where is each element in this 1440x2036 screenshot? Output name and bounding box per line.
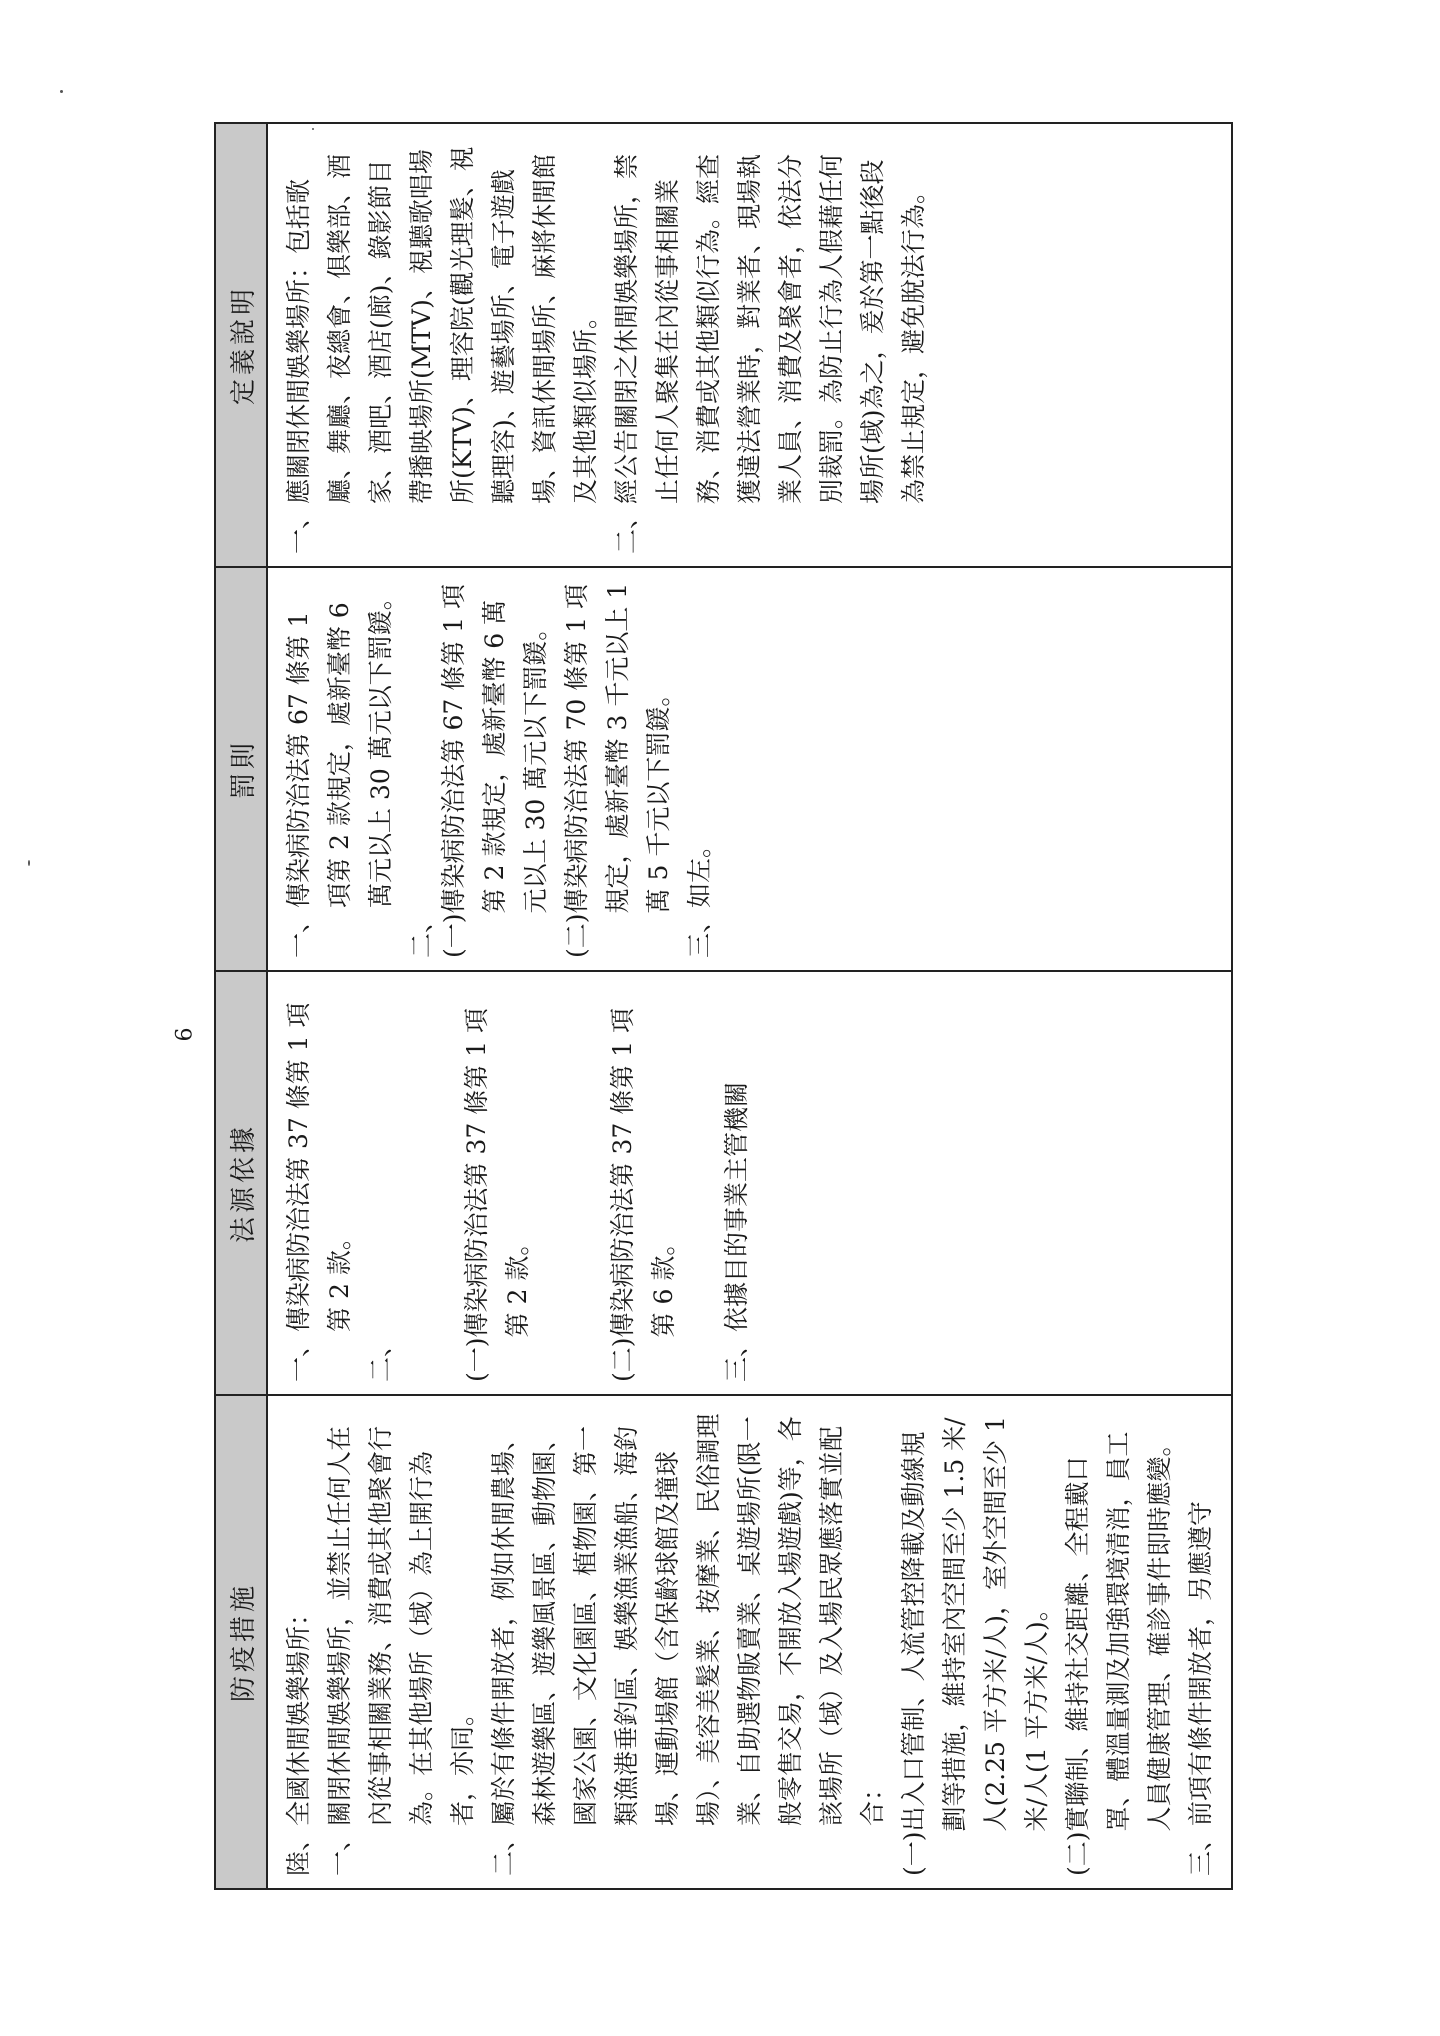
- scan-speck: [28, 860, 30, 866]
- item-text: 關閉休閒娛樂場所，並禁止任何人在內從事相關業務、消費或其他聚會行為。在其他場所（域）為上開行為者，亦同。: [325, 1425, 477, 1826]
- regulation-table: [214, 122, 1233, 1890]
- item-text: 前項有條件開放者，另應遵守: [1186, 1500, 1215, 1826]
- penalty-item: [278, 580, 401, 958]
- measures-cell: [267, 1395, 1232, 1889]
- measures-subitem: [893, 1408, 1057, 1876]
- body-row: [267, 123, 1232, 1889]
- subitem-marker: (一): [899, 1831, 928, 1876]
- legal-subitem: [456, 984, 538, 1382]
- subitem-marker: (一): [439, 913, 468, 958]
- subitem-marker: (一): [462, 1337, 491, 1382]
- item-marker: 二、: [366, 1331, 395, 1382]
- item-marker: 一、: [284, 1331, 313, 1382]
- item-marker: 一、: [284, 503, 313, 554]
- item-marker: 一、: [325, 1825, 354, 1876]
- item-marker: 二、: [407, 907, 436, 958]
- item-marker: 三、: [1186, 1825, 1215, 1876]
- spacer: [684, 984, 716, 1382]
- item-marker: 三、: [722, 1331, 751, 1382]
- item-marker: 二、: [612, 503, 641, 554]
- spacer: [538, 984, 602, 1382]
- scan-speck: [312, 128, 314, 130]
- header-measures: 防疫措施: [215, 1395, 267, 1889]
- penalty-subitem: [433, 580, 556, 958]
- header-penalty: 罰則: [215, 567, 267, 971]
- subitem-text: 實聯制、維持社交距離、全程戴口罩、體溫量測及加強環境清消，員工人員健康管理、確診事件即時應變。: [1063, 1431, 1174, 1832]
- legal-item: [716, 984, 757, 1382]
- subitem-text: 出入口管制、人流管控降載及動線規劃等措施，維持室內空間至少 1.5 米/人(2.25 平方米/人)，室外空間至少 1 米/人(1 平方米/人)。: [899, 1416, 1051, 1832]
- notes-item: [606, 136, 934, 554]
- item-text: 傳染病防治法第 37 條第 1 項第 2 款。: [284, 1002, 354, 1332]
- measures-item: [1180, 1408, 1221, 1876]
- measures-item: [483, 1408, 893, 1876]
- item-text: 屬於有條件開放者，例如休閒農場、森林遊樂區、遊樂風景區、動物園、國家公園、文化園區、植物園、第一類漁港垂釣區、娛樂漁業漁船、海釣場、運動場館（含保齡球館及撞球場）、美容美髮業、按摩業、民俗調理業、自助選物販賣業、桌遊場所(限一般零售交易，不開放入場遊戲)等，各該場所（域）及入場民眾應落實並配合：: [489, 1413, 887, 1826]
- penalty-item: [401, 580, 436, 958]
- subitem-marker: (二): [1063, 1831, 1092, 1876]
- item-text: 應關閉休閒娛樂場所：包括歌廳、舞廳、夜總會、俱樂部、酒家、酒吧、酒店(廊)、錄影節目帶播映場所(MTV)、視聽歌唱場所(KTV)、理容院(觀光理髮、視聽理容)、遊藝場所、電子遊戲場、資訊休閒場所、麻將休閒館及其他類似場所。: [284, 146, 600, 504]
- measures-item: [319, 1408, 483, 1876]
- header-notes: 定義說明: [215, 123, 267, 567]
- rotated-table-wrapper: [214, 140, 1214, 1890]
- item-marker: 二、: [489, 1825, 518, 1876]
- item-text: [360, 984, 456, 1332]
- legal-item: [278, 984, 360, 1382]
- notes-item: [278, 136, 606, 554]
- subitem-text: 傳染病防治法第 37 條第 1 項第 6 款。: [608, 1007, 678, 1338]
- subitem-marker: (二): [608, 1337, 637, 1382]
- item-text: [401, 580, 433, 908]
- header-row: [215, 123, 267, 1889]
- scan-speck: [60, 90, 63, 93]
- legal-item: [360, 984, 456, 1382]
- item-marker: 一、: [284, 907, 313, 958]
- penalty-subitem: [556, 580, 679, 958]
- subitem-text: 傳染病防治法第 37 條第 1 項第 2 款。: [462, 1007, 532, 1338]
- legal-basis-cell: [267, 971, 1232, 1395]
- penalty-item: [679, 580, 720, 958]
- legal-subitem: [602, 984, 684, 1382]
- subitem-text: 傳染病防治法第 67 條第 1 項第 2 款規定，處新臺幣 6 萬元以上 30 萬元以下罰鍰。: [439, 583, 550, 914]
- item-text: 傳染病防治法第 67 條第 1 項第 2 款規定，處新臺幣 6 萬元以上 30 萬元以下罰鍰。: [284, 585, 395, 908]
- subitem-text: 傳染病防治法第 70 條第 1 項規定，處新臺幣 3 千元以上 1 萬 5 千元以下罰鍰。: [562, 582, 673, 914]
- penalty-cell: [267, 567, 1232, 971]
- measures-subitem: [1057, 1408, 1180, 1876]
- subitem-marker: (二): [562, 913, 591, 958]
- header-legal-basis: 法源依據: [215, 971, 267, 1395]
- item-text: 如左。: [685, 832, 714, 908]
- item-text: 依據目的事業主管機關: [722, 1081, 751, 1332]
- notes-cell: [267, 123, 1232, 567]
- page-number: 6: [172, 1027, 198, 1042]
- measures-title: 陸、全國休閒娛樂場所：: [284, 1600, 313, 1876]
- item-text: 經公告關閉之休閒娛樂場所，禁止任何人聚集在內從事相關業務、消費或其他類似行為。經查獲違法營業時，對業者、現場執業人員、消費及聚會者，依法分別裁罰。為防止行為人假藉任何場所(域)為之，爰於第一點後段為禁止規定，避免脫法行為。: [612, 153, 928, 504]
- item-marker: 三、: [685, 907, 714, 958]
